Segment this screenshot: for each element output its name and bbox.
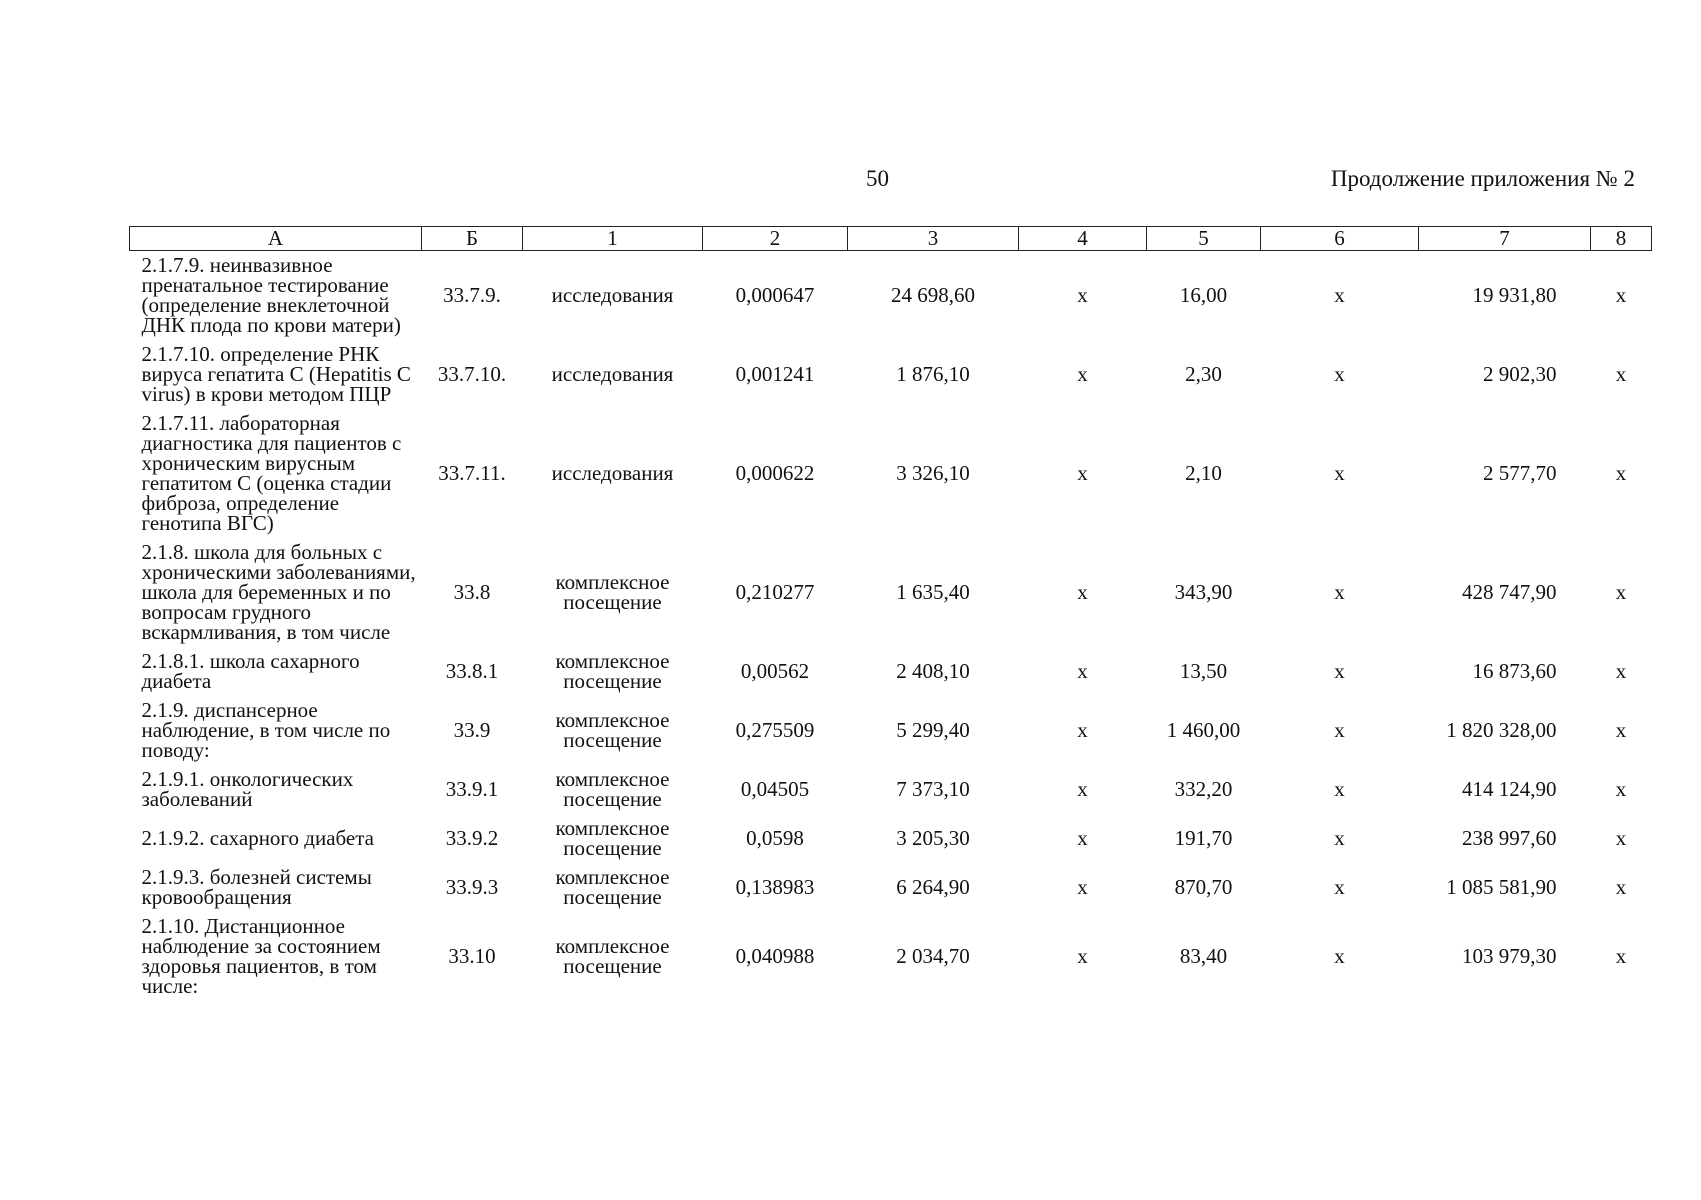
- col-4-cell: х: [1077, 580, 1088, 604]
- column-header: 1: [523, 227, 703, 251]
- table-row: [130, 647, 1652, 696]
- col-4-cell: х: [1077, 718, 1088, 742]
- row-code-cell: 33.8.1: [445, 659, 499, 683]
- row-name-cell: 2.1.9. диспансерное наблюдение, в том числе по поводу:: [141, 698, 391, 762]
- col-6-cell: х: [1334, 875, 1345, 899]
- col-8-cell: х: [1615, 718, 1627, 742]
- col-3-cell: 1 635,40: [896, 580, 970, 604]
- col-5-cell: 2,30: [1185, 362, 1222, 386]
- row-unit-cell: комплексное посещение: [555, 767, 670, 811]
- col-2-cell: 0,04505: [740, 777, 810, 801]
- col-4-cell: х: [1077, 283, 1088, 307]
- col-4-cell: х: [1077, 659, 1088, 683]
- row-name-cell: 2.1.10. Дистанционное наблюдение за состоянием здоровья пациентов, в том числе:: [141, 914, 381, 998]
- row-name-cell: 2.1.7.11. лабораторная диагностика для пациентов с хроническим вирусным гепатитом С (оценка стадии фиброза, определение генотипа ВГС): [141, 411, 402, 535]
- col-7-cell: 2 902,30: [1483, 362, 1557, 386]
- column-header: 4: [1019, 227, 1147, 251]
- col-2-cell: 0,0598: [746, 826, 804, 850]
- col-6-cell: х: [1334, 826, 1345, 850]
- col-6-cell: х: [1334, 659, 1345, 683]
- row-code-cell: 33.8: [453, 580, 491, 604]
- col-5-cell: 343,90: [1174, 580, 1233, 604]
- col-7-cell: 238 997,60: [1462, 826, 1557, 850]
- row-unit-cell: исследования: [551, 283, 674, 307]
- row-code-cell: 33.7.9.: [443, 283, 501, 307]
- col-4-cell: х: [1077, 362, 1088, 386]
- row-unit-cell: комплексное посещение: [555, 570, 670, 614]
- col-6-cell: х: [1334, 362, 1345, 386]
- row-code-cell: 33.9.3: [445, 875, 499, 899]
- col-8-cell: х: [1615, 283, 1627, 307]
- col-8-cell: х: [1615, 362, 1627, 386]
- col-7-cell: 1 820 328,00: [1446, 718, 1557, 742]
- col-6-cell: х: [1334, 718, 1345, 742]
- row-code-cell: 33.9.2: [445, 826, 499, 850]
- column-header: А: [130, 227, 422, 251]
- col-6-cell: х: [1334, 580, 1345, 604]
- col-5-cell: 83,40: [1179, 944, 1228, 968]
- col-8-cell: х: [1615, 461, 1627, 485]
- col-2-cell: 0,00562: [740, 659, 810, 683]
- col-4-cell: х: [1077, 777, 1088, 801]
- col-2-cell: 0,000622: [735, 461, 815, 485]
- table-row: [130, 340, 1652, 409]
- row-code-cell: 33.9: [453, 718, 491, 742]
- col-4-cell: х: [1077, 875, 1088, 899]
- col-2-cell: 0,001241: [735, 362, 815, 386]
- col-5-cell: 332,20: [1174, 777, 1233, 801]
- col-8-cell: х: [1615, 944, 1627, 968]
- col-3-cell: 1 876,10: [896, 362, 970, 386]
- row-name-cell: 2.1.9.1. онкологических заболеваний: [141, 767, 354, 811]
- col-3-cell: 3 205,30: [896, 826, 970, 850]
- col-5-cell: 16,00: [1179, 283, 1228, 307]
- column-header: 6: [1261, 227, 1419, 251]
- col-3-cell: 24 698,60: [891, 283, 975, 307]
- col-7-cell: 2 577,70: [1483, 461, 1557, 485]
- column-header: Б: [422, 227, 523, 251]
- col-4-cell: х: [1077, 461, 1088, 485]
- col-7-cell: 16 873,60: [1472, 659, 1557, 683]
- col-8-cell: х: [1615, 659, 1627, 683]
- row-name-cell: 2.1.8.1. школа сахарного диабета: [141, 649, 360, 693]
- row-code-cell: 33.10: [448, 944, 496, 968]
- col-3-cell: 7 373,10: [896, 777, 970, 801]
- col-7-cell: 428 747,90: [1462, 580, 1557, 604]
- row-name-cell: 2.1.9.2. сахарного диабета: [141, 826, 374, 850]
- col-7-cell: 103 979,30: [1462, 944, 1557, 968]
- col-2-cell: 0,040988: [735, 944, 815, 968]
- table-row: [130, 863, 1652, 912]
- table-row: [130, 912, 1652, 1001]
- data-table: [129, 226, 1652, 1001]
- col-5-cell: 870,70: [1174, 875, 1233, 899]
- col-8-cell: х: [1615, 777, 1627, 801]
- col-3-cell: 6 264,90: [896, 875, 970, 899]
- table-row: [130, 696, 1652, 765]
- table-row: [130, 765, 1652, 814]
- col-5-cell: 1 460,00: [1166, 718, 1241, 742]
- col-6-cell: х: [1334, 283, 1345, 307]
- col-3-cell: 3 326,10: [896, 461, 970, 485]
- row-unit-cell: комплексное посещение: [555, 649, 670, 693]
- row-name-cell: 2.1.7.9. неинвазивное пренатальное тестирование (определение внеклеточной ДНК плода по крови матери): [141, 253, 401, 337]
- table-body: [130, 251, 1652, 1002]
- row-code-cell: 33.7.10.: [437, 362, 507, 386]
- col-2-cell: 0,000647: [735, 283, 815, 307]
- column-header-row: [130, 227, 1652, 251]
- col-8-cell: х: [1615, 875, 1627, 899]
- col-3-cell: 5 299,40: [896, 718, 970, 742]
- col-2-cell: 0,138983: [735, 875, 815, 899]
- col-7-cell: 1 085 581,90: [1446, 875, 1557, 899]
- col-2-cell: 0,210277: [735, 580, 815, 604]
- col-7-cell: 414 124,90: [1462, 777, 1557, 801]
- col-8-cell: х: [1615, 580, 1627, 604]
- table-row: [130, 409, 1652, 538]
- row-name-cell: 2.1.9.3. болезней системы кровообращения: [141, 865, 372, 909]
- col-5-cell: 13,50: [1179, 659, 1228, 683]
- row-unit-cell: комплексное посещение: [555, 934, 670, 978]
- row-unit-cell: комплексное посещение: [555, 816, 670, 860]
- row-code-cell: 33.9.1: [445, 777, 499, 801]
- table-row: [130, 538, 1652, 647]
- col-5-cell: 191,70: [1174, 826, 1233, 850]
- col-4-cell: х: [1077, 826, 1088, 850]
- col-2-cell: 0,275509: [735, 718, 815, 742]
- col-4-cell: х: [1077, 944, 1088, 968]
- row-name-cell: 2.1.7.10. определение РНК вируса гепатита C (Hepatitis C virus) в крови методом ПЦР: [141, 342, 411, 406]
- table-row: [130, 814, 1652, 863]
- col-6-cell: х: [1334, 777, 1345, 801]
- row-unit-cell: комплексное посещение: [555, 708, 670, 752]
- page-number: 50: [866, 166, 889, 191]
- col-8-cell: х: [1615, 826, 1627, 850]
- column-header: 8: [1591, 227, 1652, 251]
- row-code-cell: 33.7.11.: [438, 461, 506, 485]
- row-unit-cell: комплексное посещение: [555, 865, 670, 909]
- column-header: 7: [1419, 227, 1591, 251]
- row-unit-cell: исследования: [551, 362, 674, 386]
- col-3-cell: 2 408,10: [896, 659, 970, 683]
- column-header: 5: [1147, 227, 1261, 251]
- col-3-cell: 2 034,70: [896, 944, 970, 968]
- column-header: 3: [848, 227, 1019, 251]
- col-7-cell: 19 931,80: [1472, 283, 1557, 307]
- col-6-cell: х: [1334, 944, 1345, 968]
- column-header: 2: [703, 227, 848, 251]
- col-5-cell: 2,10: [1185, 461, 1222, 485]
- row-name-cell: 2.1.8. школа для больных с хроническими заболеваниями, школа для беременных и по вопросам грудного вскармливания, в том числе: [141, 540, 416, 644]
- appendix-continuation-note: Продолжение приложения № 2: [1330, 166, 1635, 191]
- table-row: [130, 251, 1652, 341]
- col-6-cell: х: [1334, 461, 1345, 485]
- row-unit-cell: исследования: [551, 461, 674, 485]
